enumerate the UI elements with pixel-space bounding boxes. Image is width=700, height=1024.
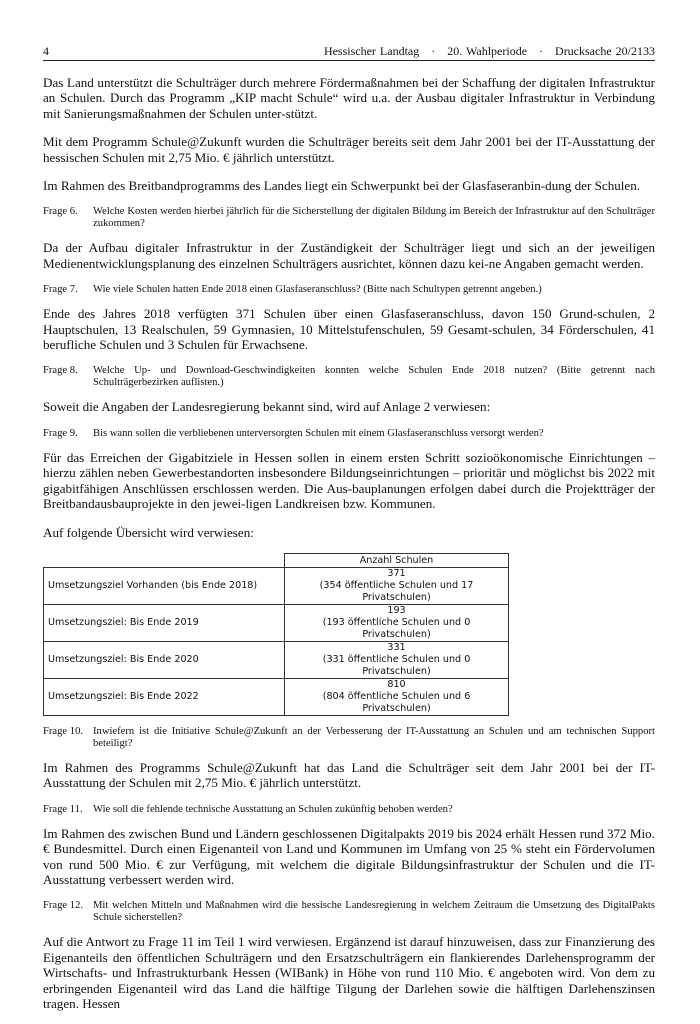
question-label: Frage 12. [43, 900, 84, 912]
table-goal-cell: Umsetzungsziel: Bis Ende 2022 [44, 678, 285, 715]
question-label: Frage 10. [43, 725, 84, 737]
table-header-row [44, 553, 509, 567]
question-8 [43, 365, 655, 389]
table-goal-cell: Umsetzungsziel: Bis Ende 2020 [44, 641, 285, 678]
question-label: Frage 8. [43, 365, 78, 377]
question-9 [43, 428, 655, 440]
page-number: 4 [43, 44, 49, 58]
paragraph: Soweit die Angaben der Landesregierung bekannt sind, wird auf Anlage 2 verwiesen: [43, 399, 491, 415]
paragraph: Im Rahmen des zwischen Bund und Ländern geschlossenen Digitalpakts 2019 bis 2024 erhält Hessen rund 372 Mio. € Bundesmittel. Durch einen Eigenanteil von Land und Kommunen im Umfang von 25 % steht ein Fördervolumen von rund 500 Mio. € zur Verfügung, mit welchem die digitale Bildungsinfrastruktur der Schulen und die IT-Ausstattung verbessert werden wird. [43, 825, 655, 887]
table-header-blank [44, 553, 285, 567]
table-value-cell [285, 604, 509, 641]
table-goal-cell: Umsetzungsziel Vorhanden (bis Ende 2018) [44, 567, 285, 604]
school-count: 193 [387, 604, 406, 616]
school-count-detail: (354 öffentliche Schulen und 17 Privatschulen) [319, 579, 474, 603]
running-title: Hessischer Landtag · 20. Wahlperiode · Drucksache 20/2133 [323, 44, 655, 58]
school-count-detail: (804 öffentliche Schulen und 6 Privatschulen) [322, 690, 471, 714]
question-11 [43, 804, 655, 816]
table-row [44, 641, 509, 678]
table-goal-cell: Umsetzungsziel: Bis Ende 2019 [44, 604, 285, 641]
paragraph: Auf folgende Übersicht wird verwiesen: [43, 524, 254, 540]
school-count-detail: (331 öffentliche Schulen und 0 Privatschulen) [322, 653, 471, 677]
paragraph: Im Rahmen des Breitbandprogramms des Landes liegt ein Schwerpunkt bei der Glasfaseranbin-dung der Schulen. [43, 178, 641, 194]
table-value-cell [285, 678, 509, 715]
page-header [43, 44, 655, 61]
table-row [44, 604, 509, 641]
question-10 [43, 726, 655, 750]
paragraph: Für das Erreichen der Gigabitziele in Hessen sollen in einem ersten Schritt sozioökonomische Einrichtungen – hierzu zählen neben Gewerbestandorten insbesondere Bildungseinrichtungen – prioritär und möglichst bis 2022 mit gigabitfähigen Anschlüssen erschlossen werden. Die Aus-bauplanungen erfolgen dabei durch die Projektträger der Breitbandausbauprojekte in den jewei-ligen Landkreisen bzw. Kommunen. [43, 449, 655, 512]
question-label: Frage 11. [43, 803, 83, 815]
question-12 [43, 900, 655, 924]
paragraph: Ende des Jahres 2018 verfügten 371 Schulen über einen Glasfaseranschluss, davon 150 Grund-schulen, 2 Hauptschulen, 13 Realschulen, 59 Gymnasien, 10 Mittelstufenschulen, 59 Gesamt-schulen, 34 Förderschulen, 41 berufliche Schulen und 3 Schulen für Erwachsene. [43, 306, 655, 353]
school-overview-table [43, 553, 509, 716]
paragraph: Mit dem Programm Schule@Zukunft wurden die Schulträger bereits seit dem Jahr 2001 bei der IT-Ausstattung der hessischen Schulen mit 2,75 Mio. € jährlich unterstützt. [43, 134, 655, 165]
question-text: Welche Kosten werden hierbei jährlich für die Sicherstellung der digitalen Bildung im Bereich der Infrastruktur auf den Schulträger zukommen? [93, 206, 655, 230]
table-row [44, 678, 509, 715]
question-text: Mit welchen Mitteln und Maßnahmen wird die hessische Landesregierung in welchem Zeitraum die Umsetzung des DigitalPakts Schule sicherstellen? [93, 900, 655, 924]
paragraph: Im Rahmen des Programms Schule@Zukunft hat das Land die Schulträger seit dem Jahr 2001 bei der IT-Ausstattung der Schulen mit 2,75 Mio. € jährlich unterstützt. [43, 759, 655, 791]
document-body [43, 75, 655, 1024]
question-text: Wie viele Schulen hatten Ende 2018 einen Glasfaseranschluss? (Bitte nach Schultypen getrennt angeben.) [93, 284, 542, 296]
table-row [44, 567, 509, 604]
school-count-detail: (193 öffentliche Schulen und 0 Privatschulen) [322, 616, 471, 640]
question-label: Frage 6. [43, 206, 78, 218]
school-count: 371 [387, 567, 406, 579]
question-7 [43, 284, 655, 296]
question-label: Frage 7. [43, 284, 78, 296]
paragraph: Das Land unterstützt die Schulträger durch mehrere Fördermaßnahmen bei der Schaffung der digitalen Infrastruktur an Schulen. Durch das Programm „KIP macht Schule“ wird u.a. der Ausbau digitaler Infrastruktur in Verbindung mit Sanierungsmaßnahmen der Schulen unter-stützt. [43, 75, 655, 121]
question-text: Bis wann sollen die verbliebenen unterversorgten Schulen mit einem Glasfaseranschluss versorgt werden? [93, 427, 544, 439]
table-value-cell [285, 641, 509, 678]
table-column-header: Anzahl Schulen [285, 553, 509, 567]
question-text: Inwiefern ist die Initiative Schule@Zukunft an der Verbesserung der IT-Ausstattung an Schulen und am technischen Support beteiligt? [93, 725, 655, 749]
paragraph: Da der Aufbau digitaler Infrastruktur in der Zuständigkeit der Schulträger liegt und sich an der jeweiligen Medienentwicklungsplanung des einzelnen Schulträgers ausrichtet, können dazu kei-ne Angaben gemacht werden. [43, 240, 655, 271]
paragraph: Auf die Antwort zu Frage 11 im Teil 1 wird verwiesen. Ergänzend ist darauf hinzuweisen, dass zur Finanzierung des Eigenanteils den öffentlichen Schulträgern und den Ersatzschulträgern ein flankierendes Darlehensprogramm der Wirtschafts- und Infrastrukturbank Hessen (WIBank) in Höhe von rund 110 Mio. € angeboten wird. Von dem zu erbringenden Eigenanteil wird das Land die hälftige Tilgung der Darlehen sowie die hälftigen Darlehenszinsen tragen. Hessen [43, 934, 655, 1011]
question-text: Welche Up- und Download-Geschwindigkeiten konnten welche Schulen Ende 2018 nutzen? (Bitte getrennt nach Schulträgerbezirken auflisten.) [93, 365, 655, 389]
table-value-cell [285, 567, 509, 604]
question-label: Frage 9. [43, 427, 78, 439]
school-count: 331 [387, 641, 406, 653]
question-text: Wie soll die fehlende technische Ausstattung an Schulen zukünftig behoben werden? [93, 803, 453, 815]
question-6 [43, 206, 655, 230]
school-count: 810 [387, 678, 406, 690]
